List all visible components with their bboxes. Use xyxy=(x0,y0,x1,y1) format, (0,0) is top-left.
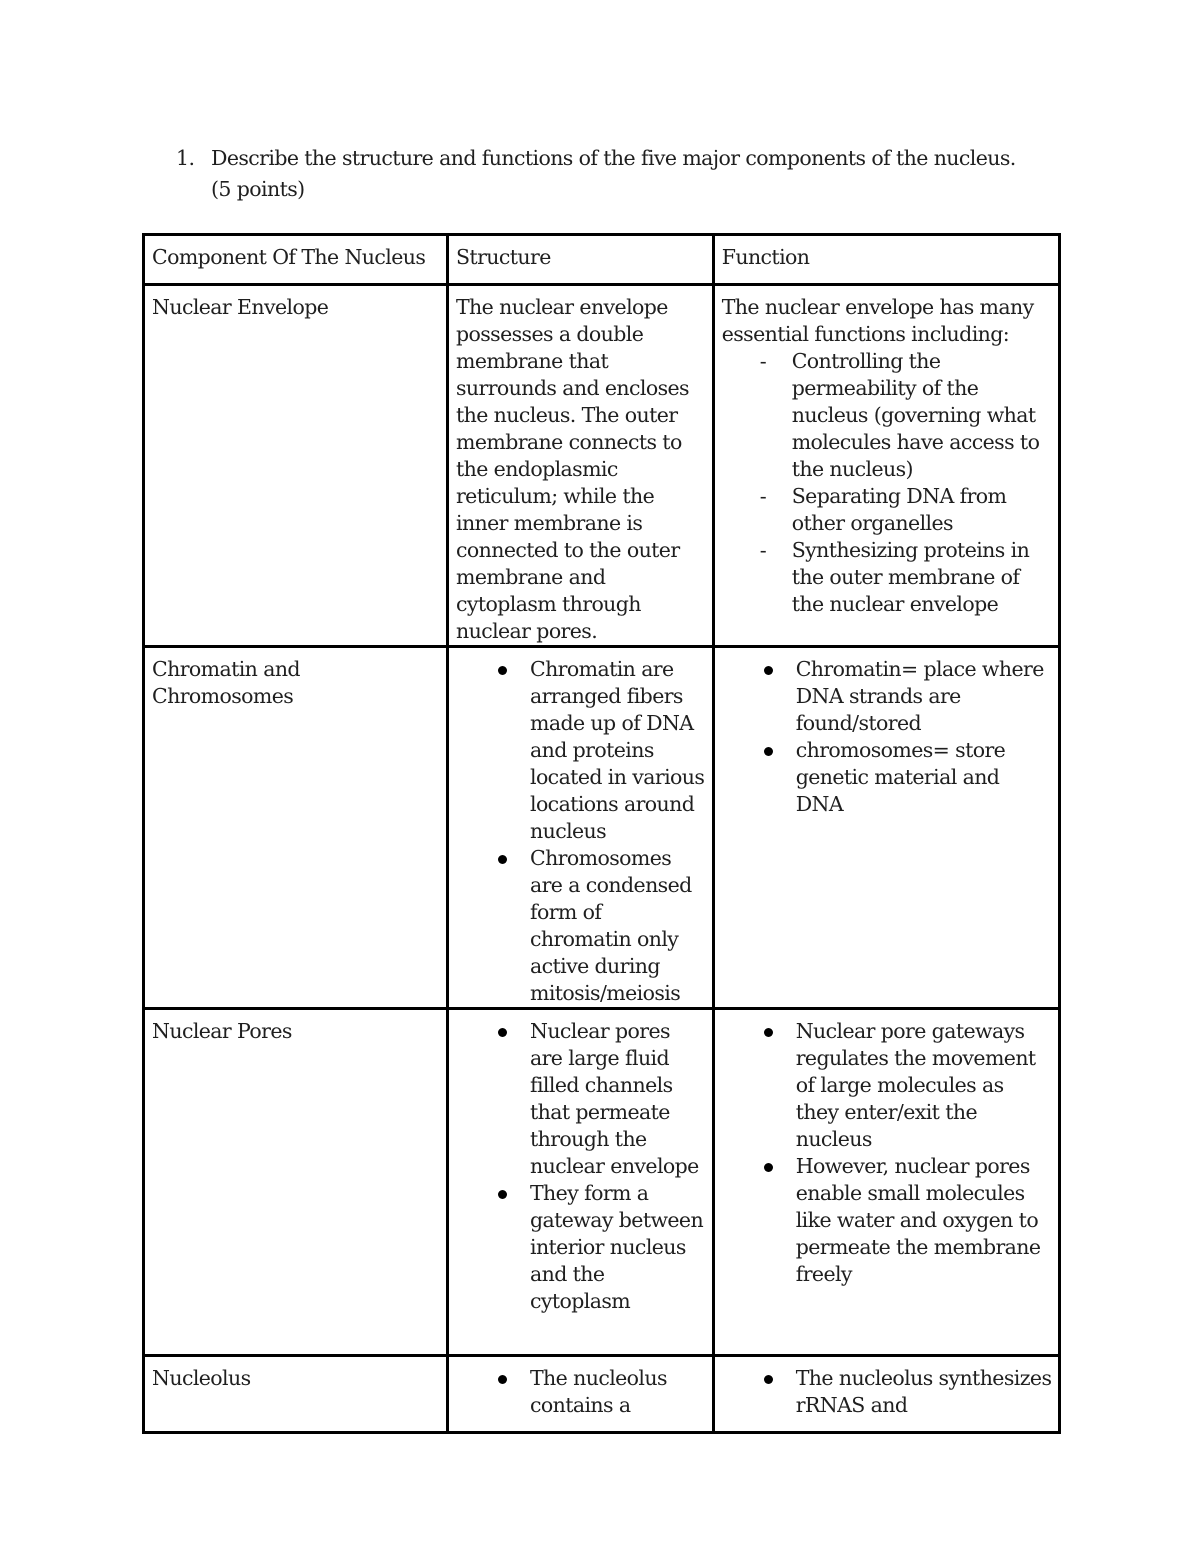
function-bullet-list xyxy=(722,1365,1052,1419)
list-item: Nuclear pores are large fluid filled channels that permeate through the nuclear envelope xyxy=(456,1018,706,1180)
list-item: Chromatin are arranged fibers made up of DNA and proteins located in various locations around nucleus xyxy=(456,656,706,845)
nucleus-components-table xyxy=(142,233,1061,1434)
list-item: - Synthesizing proteins in the outer membrane of the nuclear envelope xyxy=(722,537,1052,618)
function-cell xyxy=(713,647,1059,1009)
function-dash-list xyxy=(722,348,1052,618)
bullet-icon xyxy=(498,1190,507,1199)
bullet-icon xyxy=(764,1028,773,1037)
structure-bullet-list xyxy=(456,1365,706,1419)
component-cell: Nucleolus xyxy=(144,1356,448,1433)
component-cell: Nuclear Envelope xyxy=(144,285,448,647)
bullet-icon xyxy=(764,1163,773,1172)
table-row-nuclear-pores xyxy=(144,1009,1060,1356)
structure-cell: The nuclear envelope possesses a double membrane that surrounds and encloses the nucleus. The outer membrane connects to the endoplasmic reticulum; while the inner membrane is connected to the outer membrane and cytoplasm through nuclear pores. xyxy=(447,285,713,647)
bullet-icon xyxy=(498,666,507,675)
structure-bullet-list xyxy=(456,1018,706,1315)
list-item: Chromatin= place where DNA strands are found/stored xyxy=(722,656,1052,737)
question xyxy=(176,143,1036,205)
list-item: Chromosomes are a condensed form of chromatin only active during mitosis/meiosis xyxy=(456,845,706,1007)
list-item: - Controlling the permeability of the nucleus (governing what molecules have access to the nucleus) xyxy=(722,348,1052,483)
list-item: - Separating DNA from other organelles xyxy=(722,483,1052,537)
bullet-icon xyxy=(498,855,507,864)
table-row-chromatin xyxy=(144,647,1060,1009)
bullet-icon xyxy=(498,1375,507,1384)
list-item: chromosomes= store genetic material and DNA xyxy=(722,737,1052,818)
function-cell xyxy=(713,285,1059,647)
function-intro: The nuclear envelope has many essential functions including: xyxy=(721,295,1034,346)
list-item: The nucleolus contains a xyxy=(456,1365,706,1419)
table-header-row xyxy=(144,235,1060,285)
structure-bullet-list xyxy=(456,656,706,1007)
function-cell xyxy=(713,1009,1059,1356)
bullet-icon xyxy=(764,1375,773,1384)
function-bullet-list xyxy=(722,1018,1052,1288)
function-cell xyxy=(713,1356,1059,1433)
list-item: They form a gateway between interior nucleus and the cytoplasm xyxy=(456,1180,706,1315)
component-cell: Chromatin and Chromosomes xyxy=(144,647,448,1009)
bullet-icon xyxy=(498,1028,507,1037)
table-row-nucleolus xyxy=(144,1356,1060,1433)
function-bullet-list xyxy=(722,656,1052,818)
structure-cell xyxy=(447,1009,713,1356)
question-text: Describe the structure and functions of the five major components of the nucleus. (5 points) xyxy=(211,146,1016,201)
component-cell: Nuclear Pores xyxy=(144,1009,448,1356)
bullet-icon xyxy=(764,666,773,675)
structure-cell xyxy=(447,647,713,1009)
list-item: Nuclear pore gateways regulates the movement of large molecules as they enter/exit the nucleus xyxy=(722,1018,1052,1153)
structure-cell xyxy=(447,1356,713,1433)
bullet-icon xyxy=(764,747,773,756)
header-component: Component Of The Nucleus xyxy=(144,235,448,285)
header-function: Function xyxy=(713,235,1059,285)
list-item: However, nuclear pores enable small molecules like water and oxygen to permeate the membrane freely xyxy=(722,1153,1052,1288)
question-number: 1. xyxy=(176,146,195,170)
header-structure: Structure xyxy=(447,235,713,285)
list-item: The nucleolus synthesizes rRNAS and xyxy=(722,1365,1052,1419)
table-row-nuclear-envelope xyxy=(144,285,1060,647)
